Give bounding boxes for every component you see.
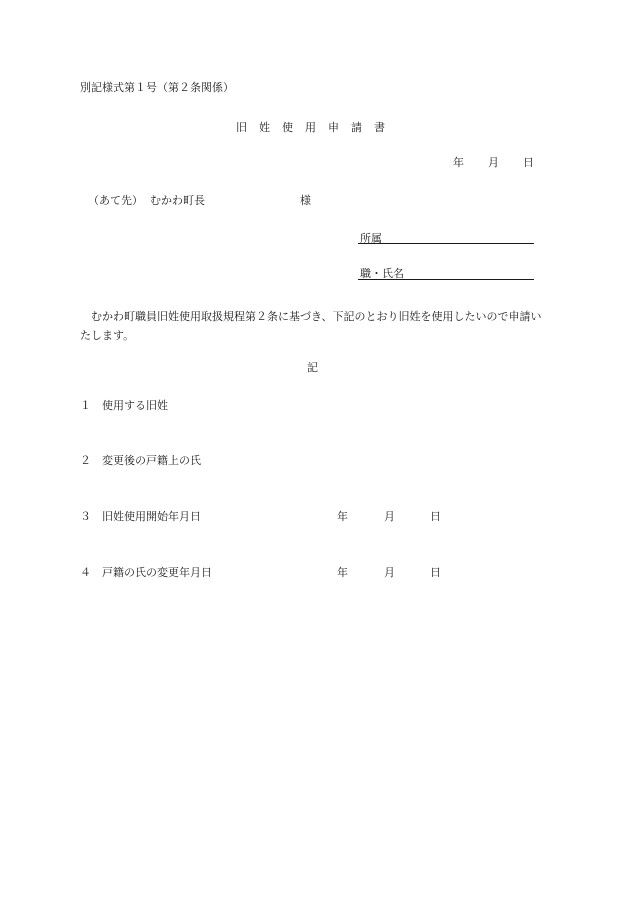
item-3 <box>80 511 201 522</box>
item-2 <box>80 455 201 466</box>
document-title: 旧姓使用申請書 <box>236 121 397 134</box>
item-label: 旧姓使用開始年月日 <box>102 510 201 523</box>
affiliation-label: 所属 <box>360 232 382 245</box>
item-1 <box>80 400 168 411</box>
item-4-month: 月 <box>384 566 395 579</box>
body-text: むかわ町職員旧姓使用取扱規程第２条に基づき、下記のとおり旧姓を使用したいので申請いたします。 <box>80 310 542 342</box>
item-3-year: 年 <box>337 510 348 523</box>
body-paragraph <box>80 307 550 345</box>
addressee-honorific: 様 <box>300 194 311 207</box>
item-4-day: 日 <box>430 566 441 579</box>
item-3-month: 月 <box>384 510 395 523</box>
date-day: 日 <box>523 156 534 169</box>
name-label: 職・氏名 <box>360 267 404 280</box>
item-label: 変更後の戸籍上の氏 <box>102 454 201 467</box>
addressee-prefix: （あて先） <box>88 194 143 207</box>
item-number: ４ <box>80 566 91 579</box>
name-underline <box>358 279 534 280</box>
item-number: ３ <box>80 510 91 523</box>
item-4 <box>80 567 212 578</box>
date-year: 年 <box>453 156 464 169</box>
date-month: 月 <box>488 156 499 169</box>
ki-heading: 記 <box>307 361 318 374</box>
item-3-day: 日 <box>430 510 441 523</box>
item-4-year: 年 <box>337 566 348 579</box>
affiliation-underline <box>358 243 534 244</box>
addressee-name: むかわ町長 <box>150 194 205 207</box>
item-number: ２ <box>80 454 91 467</box>
form-number: 別記様式第１号（第２条関係） <box>80 81 234 94</box>
item-label: 使用する旧姓 <box>102 399 168 412</box>
item-number: １ <box>80 399 91 412</box>
item-label: 戸籍の氏の変更年月日 <box>102 566 212 579</box>
